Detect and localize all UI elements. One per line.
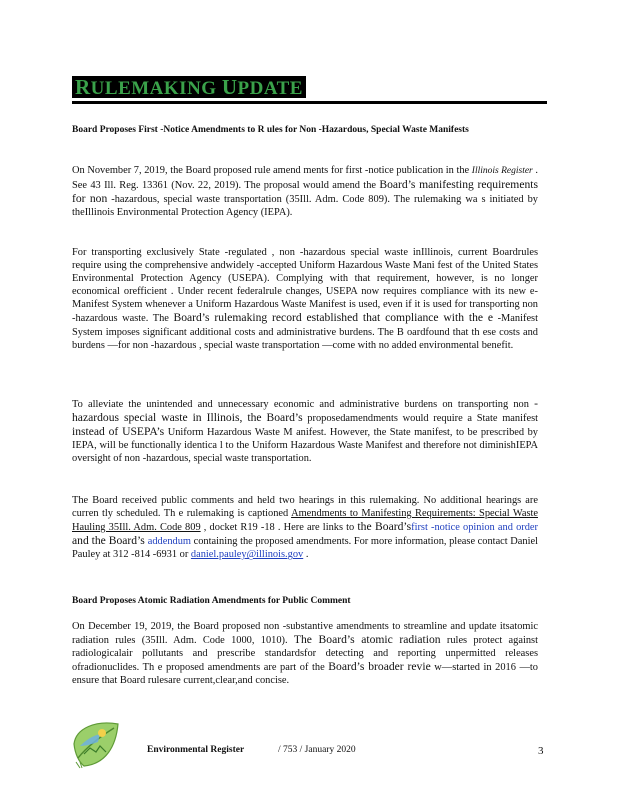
page-number: 3 <box>538 745 544 757</box>
text-run: . See 43 Ill. Reg. 13361 (Nov. 22, 2019). The proposal would amend the <box>72 165 538 192</box>
page-title <box>72 76 306 98</box>
text-run: Board’s rulemaking record established that compliance with the e <box>173 311 494 325</box>
publication-name: Illinois Register <box>471 166 533 176</box>
section-heading-manifests: Board Proposes First -Notice Amendments to R ules for Non -Hazardous, Special Waste Manifests <box>72 125 469 135</box>
text-run: The Board received public comments and held two hearings in this rulemaking. No additional hearings are curren tly scheduled. Th e rulemaking is captioned <box>72 495 538 520</box>
title-word-ulemaking: ULEMAKING <box>90 78 217 99</box>
paragraph-5 <box>72 620 538 687</box>
rulemaking-caption: Amendments to Manifesting Requirements: Special Waste Hauling 35Ill. Adm. Code 809 <box>72 508 538 534</box>
title-initial-u: U <box>221 75 238 99</box>
text-run: w—started in 2016 —to ensure that Board rulesare current,clear,and concise. <box>72 662 538 687</box>
text-run: , docket R19 -18 . Here are links to <box>200 522 358 534</box>
text-run: proposedamendments would require a State manifest <box>302 413 538 425</box>
text-run: Uniform Hazardous Waste M anifest. However, the State manifest, to be prescribed by IEPA, will be functionally identica l to the Uniform Hazardous Waste Manifest and therefore not diminishIEPA oversight of non -hazardous, special waste transportation. <box>72 427 538 465</box>
email-link[interactable]: daniel.pauley@illinois.gov <box>190 549 304 561</box>
text-run: . <box>303 549 309 561</box>
text-run: On December 19, 2019, the Board proposed non -substantive amendments to streamline and update itsatomic radiation rules (35Ill. Adm. Code 1000, 1010). <box>72 621 538 647</box>
paragraph-2 <box>72 246 538 352</box>
title-word-pdate: PDATE <box>237 78 303 99</box>
text-run: For transporting exclusively State -regulated , non -hazardous special waste inIllinois, current Boardrules require using the comprehensive andwidely -accepted Uniform Hazardous Waste Mani fest of the United States Environmental Protection Agency (USEPA). Complying with that requirement, however, is no longer economical orefficient . Under recent federalrule changes, USEPA now requires compliance with its new e-Manifest System whenever a Uniform Hazardous Waste Manifest is used, even if it is used for transporting non -hazardous waste. The <box>72 247 538 325</box>
text-run: The Board’s atomic radiation <box>293 633 441 647</box>
addendum-link[interactable]: addendum <box>147 536 192 548</box>
title-divider <box>72 101 547 104</box>
title-initial-r: R <box>75 75 91 99</box>
paragraph-3 <box>72 397 538 465</box>
text-run: the Board’s <box>357 520 412 534</box>
first-notice-opinion-link[interactable]: first -notice opinion and order <box>411 522 538 534</box>
text-run: -hazardous special waste in Illinois, the Board’s <box>72 397 538 425</box>
section-heading-atomic-radiation: Board Proposes Atomic Radiation Amendments for Public Comment <box>72 596 351 606</box>
text-run: -Manifest System imposes significant additional costs and administrative burdens. The B oardfound that th ese costs and burdens —for non -hazardous , special waste transportation —come with no added environmental benefit. <box>72 313 538 351</box>
text-run: containing the proposed amendments. For more information, please contact Daniel Pauley at 312 -814 -6931 or <box>72 536 538 561</box>
text-run: To alleviate the unintended and unnecessary economic and administrative burdens on transporting non <box>72 399 535 410</box>
text-run: and the Board’s <box>72 534 148 548</box>
text-run: Board’s manifesting requirements for non <box>72 178 538 206</box>
paragraph-4 <box>72 494 538 561</box>
text-run: -hazardous, special waste transportation (35Ill. Adm. Code 809). The rulemaking wa s initiated by theIllinois Environmental Protection Agency (IEPA). <box>72 194 539 219</box>
text-run: rules protect against radiologicalair pollutants and prescribe standardsfor detecting and reporting unpermitted releases ofradionuclides. Th e proposed amendments are part of the <box>72 635 538 674</box>
text-run: instead of USEPA’s <box>72 425 165 439</box>
paragraph-1 <box>72 164 538 219</box>
text-run: On November 7, 2019, the Board proposed rule amend ments for first -notice publication in the <box>72 165 472 176</box>
page-footer <box>0 745 618 765</box>
footer-issue: / 753 / January 2020 <box>278 745 356 755</box>
footer-publication: Environmental Register <box>147 745 245 755</box>
text-run: Board’s broader revie <box>328 660 431 674</box>
